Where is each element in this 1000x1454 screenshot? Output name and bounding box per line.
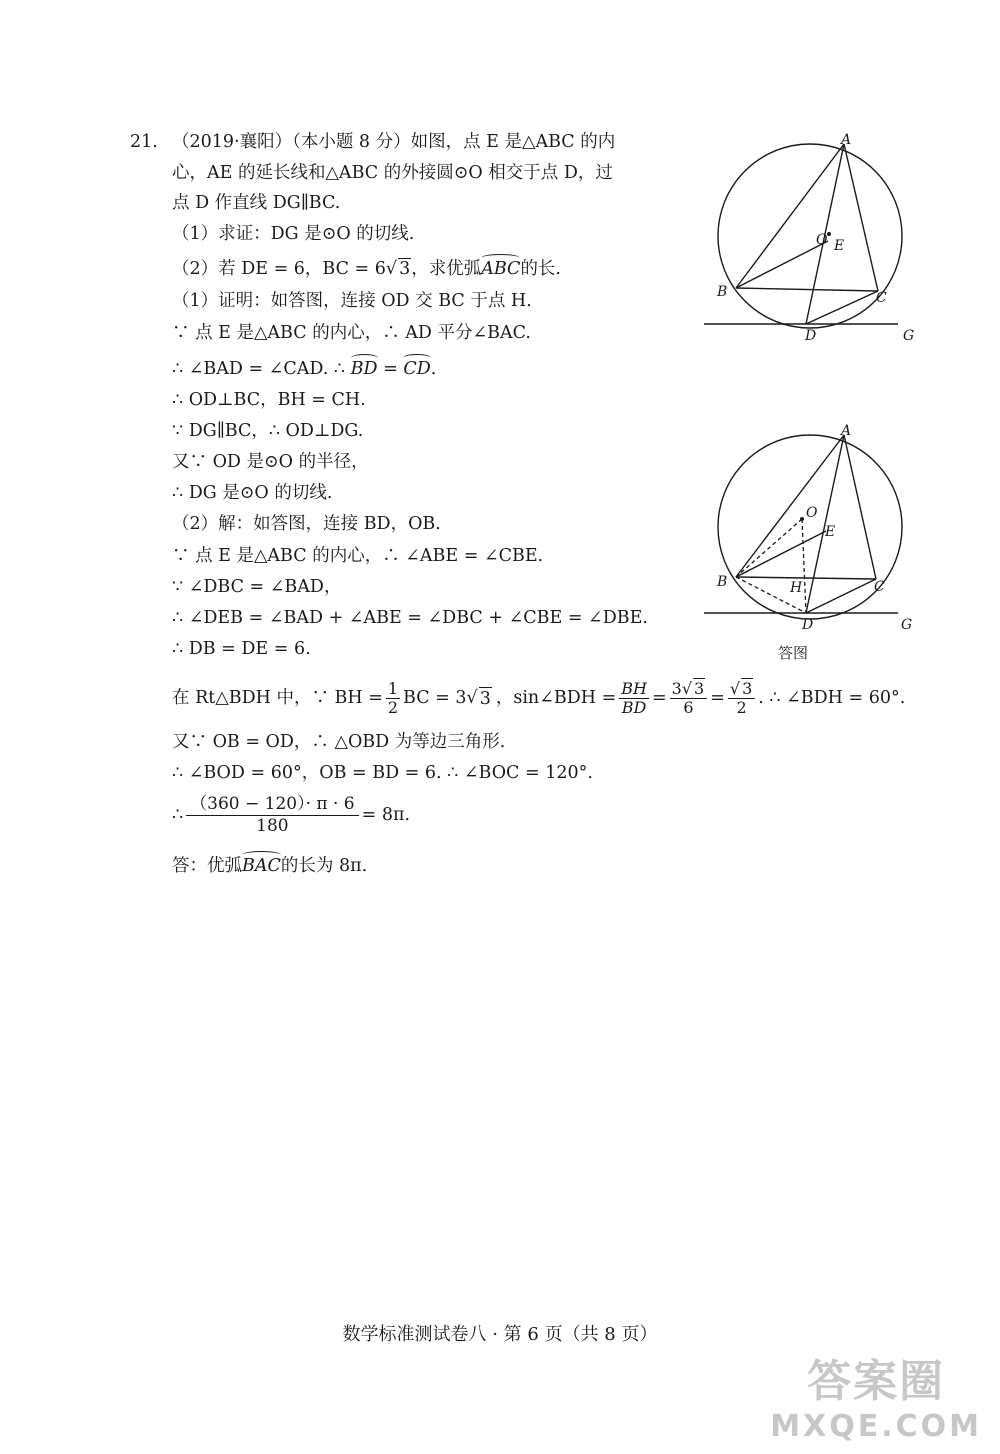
sqrt-symbol: √ [385, 259, 398, 279]
center-point [800, 517, 804, 521]
label-e: E [825, 524, 836, 540]
solution-line-14: 又∵ OB = OD，∴ △OBD 为等边三角形. [172, 732, 506, 752]
watermark-line-2: MXQE.COM [770, 1409, 982, 1444]
solution-line-10: ∵ ∠DBC = ∠BAD， [172, 577, 342, 597]
problem-line-3: 点 D 作直线 DG∥BC. [172, 193, 341, 213]
segment-cd [806, 579, 876, 613]
q2-arc: ABC [481, 259, 521, 279]
frac-num: BH [621, 678, 647, 698]
solution-line-11: ∴ ∠DEB = ∠BAD + ∠ABE = ∠DBC + ∠CBE = ∠DBE. [172, 608, 648, 628]
solution-line-7: ∴ DG 是⊙O 的切线. [172, 483, 333, 503]
watermark-logo [770, 1345, 982, 1444]
frac-coef: 3 [671, 678, 682, 698]
label-c: C [874, 579, 885, 595]
solution-rt-line [172, 676, 905, 720]
label-d: D [805, 328, 817, 344]
segment-ab [736, 144, 844, 288]
fraction-root3-2 [728, 680, 755, 717]
problem-line-4: （1）求证：DG 是⊙O 的切线. [172, 224, 415, 244]
rt-p2: BC = 3 [403, 688, 467, 708]
solution-line-9: ∵ 点 E 是△ABC 的内心，∴ ∠ABE = ∠CBE. [172, 546, 544, 566]
solution-line-5: ∵ DG∥BC，∴ OD⊥DG. [172, 421, 364, 441]
solution-line-8: （2）解：如答图，连接 BD，OB. [172, 514, 441, 534]
label-c: C [876, 290, 887, 306]
label-b: B [717, 574, 728, 590]
rt-p4: . ∴ ∠BDH = 60°. [758, 688, 906, 708]
answer-post: 的长为 8π. [280, 856, 368, 876]
solution-answer [172, 855, 367, 877]
arc-bd: BD [350, 359, 378, 379]
label-a: A [841, 132, 852, 148]
solution-line-1: （1）证明：如答图，连接 OD 交 BC 于点 H. [172, 291, 532, 311]
solution-line-6: 又∵ OD 是⊙O 的半径， [172, 452, 369, 472]
fraction-bh-bd [619, 680, 649, 717]
rt-p1: 在 Rt△BDH 中，∵ BH = [172, 688, 383, 708]
frac-den: 6 [683, 697, 694, 717]
problem-number: 21. [130, 132, 158, 152]
formula-den: 180 [256, 815, 289, 836]
answer-pre: 答：优弧 [172, 856, 242, 876]
frac-radicand: 3 [694, 678, 705, 698]
center-point [827, 232, 831, 236]
label-g: G [901, 617, 913, 633]
solution-line-15: ∴ ∠BOD = 60°，OB = BD = 6. ∴ ∠BOC = 120°. [172, 763, 593, 783]
label-d: D [802, 617, 814, 633]
frac-den: 2 [736, 697, 747, 717]
q2-radicand: 3 [399, 259, 411, 279]
label-a: A [841, 423, 852, 439]
segment-ac [844, 435, 876, 579]
frac-num: 3√ 3 [670, 680, 708, 699]
page-footer: 数学标准测试卷八 · 第 6 页（共 8 页） [342, 1324, 658, 1345]
fraction-half [386, 680, 400, 717]
figure-2-caption: 答图 [778, 644, 809, 662]
rt-p3: ，sin∠BDH = [495, 688, 617, 708]
segment-od-dashed [802, 519, 806, 613]
figure-1-svg [698, 130, 923, 350]
rt-eq1: = [651, 688, 667, 708]
solution-line-2: ∵ 点 E 是△ABC 的内心，∴ AD 平分∠BAC. [172, 323, 531, 343]
arc-line-pre: ∴ ∠BAD = ∠CAD. ∴ [172, 359, 351, 379]
fraction-3root3-6 [670, 680, 708, 717]
solution-formula [172, 792, 410, 838]
formula-num: （360 − 120）· π · 6 [186, 794, 358, 816]
segment-be [736, 241, 828, 288]
frac-num: 1 [387, 678, 399, 698]
label-o: O [806, 505, 818, 521]
rt-eq2: = [710, 688, 725, 708]
figure-2 [698, 421, 923, 641]
label-e: E [834, 238, 845, 254]
figure-1 [698, 130, 923, 350]
frac-den: BD [621, 697, 647, 717]
solution-arc-line [172, 358, 436, 380]
answer-arc: BAC [242, 856, 281, 876]
problem-line-1: （2019·襄阳）（本小题 8 分）如图，点 E 是△ABC 的内 [172, 132, 616, 152]
solution-line-4: ∴ OD⊥BC，BH = CH. [172, 390, 366, 410]
problem-line-2: 心，AE 的延长线和△ABC 的外接圆⊙O 相交于点 D，过 [172, 163, 613, 183]
formula-fraction [186, 794, 358, 837]
segment-bc [736, 577, 876, 579]
frac-num: √ 3 [728, 680, 755, 699]
arc-line-eq: = [377, 359, 404, 379]
segment-ac [844, 144, 878, 291]
label-o: O [816, 232, 828, 248]
solution-line-12: ∴ DB = DE = 6. [172, 639, 311, 659]
q2-post: 的长. [520, 259, 562, 279]
label-g: G [903, 328, 915, 344]
arc-line-post: . [430, 359, 437, 379]
label-h: H [790, 580, 803, 596]
arc-cd: CD [403, 359, 431, 379]
frac-radicand: 3 [742, 678, 753, 698]
watermark-line-1: 答案圈 [807, 1356, 946, 1407]
frac-den: 2 [387, 697, 399, 717]
q2-pre: （2）若 DE = 6，BC = 6 [172, 259, 386, 279]
problem-question-2 [172, 258, 561, 280]
segment-bc [736, 288, 878, 291]
rt-radicand: 3 [479, 688, 491, 709]
figure-2-svg [698, 421, 923, 641]
formula-pre: ∴ [172, 805, 184, 825]
q2-mid: ，求优弧 [411, 259, 482, 279]
sqrt-symbol: √ [466, 688, 478, 708]
circumcircle [718, 144, 902, 328]
formula-post: = 8π. [361, 805, 411, 825]
label-b: B [717, 284, 728, 300]
